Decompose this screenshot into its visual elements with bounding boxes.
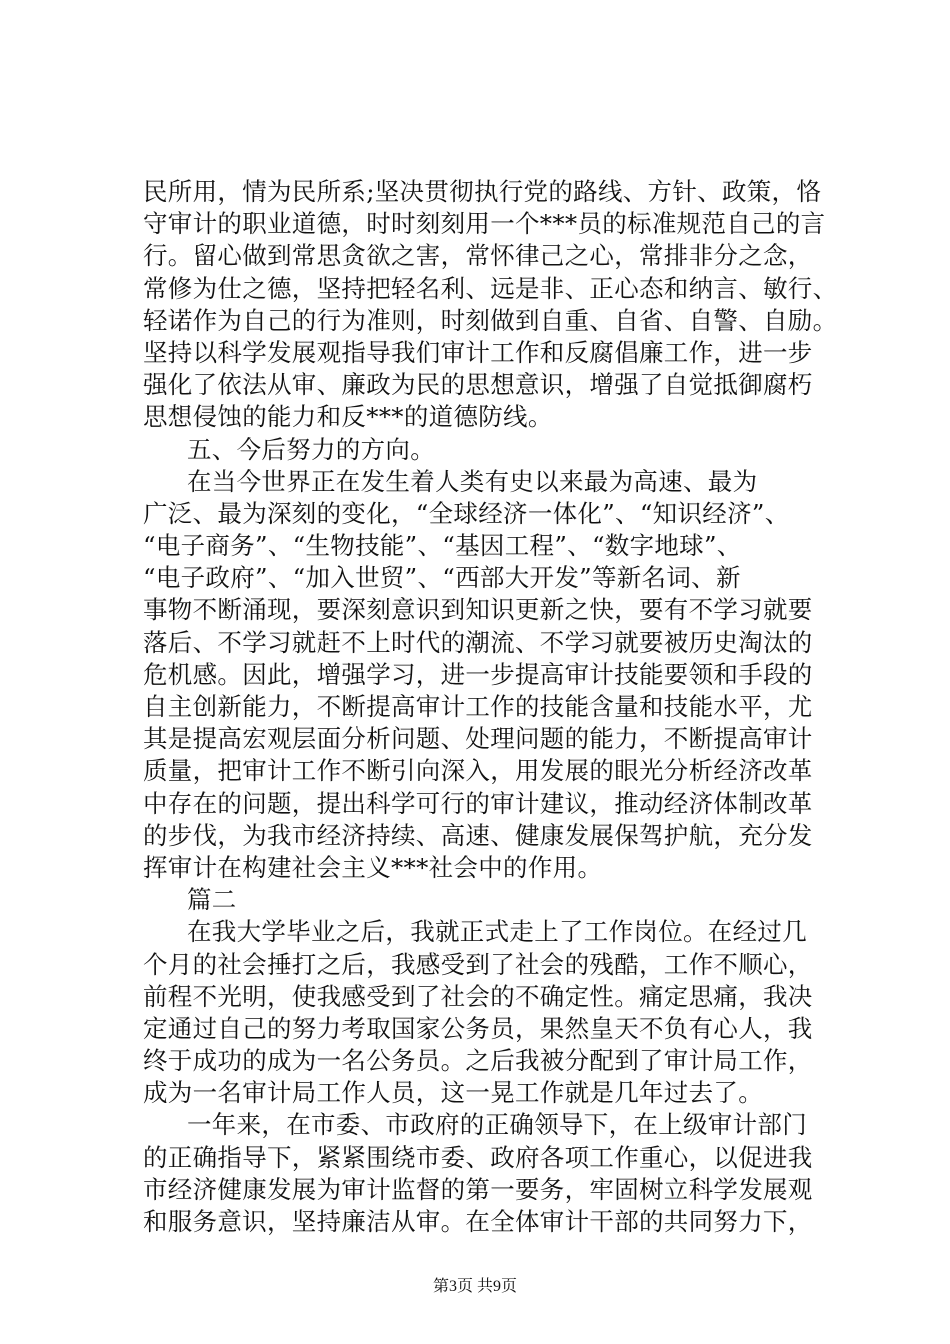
- text-line: 成为一名审计局工作人员，这一晃工作就是几年过去了。: [143, 1078, 763, 1108]
- text-line: 危机感。因此，增强学习，进一步提高审计技能要领和手段的: [143, 659, 813, 689]
- text-line: 定通过自己的努力考取国家公务员，果然皇天不负有心人，我: [143, 1013, 813, 1043]
- text-line: 的步伐，为我市经济持续、高速、健康发展保驾护航，充分发: [143, 820, 813, 850]
- text-line: 自主创新能力，不断提高审计工作的技能含量和技能水平，尤: [143, 692, 813, 721]
- text-line: 常修为仕之德，坚持把轻名利、远是非、正心态和纳言、敏行、: [143, 273, 838, 303]
- text-line: 在我大学毕业之后，我就正式走上了工作岗位。在经过几: [187, 917, 807, 947]
- text-line: 在当今世界正在发生着人类有史以来最为高速、最为: [187, 466, 758, 496]
- text-line: 五、今后努力的方向。: [187, 434, 435, 464]
- page-footer: 第3页 共9页: [432, 1278, 517, 1295]
- text-line: 前程不光明，使我感受到了社会的不确定性。痛定思痛，我决: [143, 981, 813, 1011]
- text-line: 质量，把审计工作不断引向深入，用发展的眼光分析经济改革: [143, 756, 813, 786]
- text-line: 轻诺作为自己的行为准则，时刻做到自重、自省、自警、自励。: [143, 305, 838, 335]
- text-line: 守审计的职业道德，时时刻刻用一个***员的标准规范自己的言: [143, 209, 826, 239]
- text-line: 事物不断涌现，要深刻意识到知识更新之快，要有不学习就要: [143, 595, 813, 625]
- text-line: 其是提高宏观层面分析问题、处理问题的能力，不断提高审计: [143, 724, 813, 754]
- text-line: 落后、不学习就赶不上时代的潮流、不学习就要被历史淘汰的: [143, 627, 813, 657]
- text-line: 个月的社会捶打之后，我感受到了社会的残酷，工作不顺心，: [143, 949, 813, 979]
- text-line: 民所用，情为民所系;坚决贯彻执行党的路线、方针、政策，恪: [143, 177, 822, 206]
- text-line: 坚持以科学发展观指导我们审计工作和反腐倡廉工作，进一步: [143, 337, 813, 367]
- text-line: 市经济健康发展为审计监督的第一要务，牢固树立科学发展观: [143, 1174, 813, 1204]
- text-line: 思想侵蚀的能力和反***的道德防线。: [143, 402, 553, 432]
- text-line: 强化了依法从审、廉政为民的思想意识，增强了自觉抵御腐朽: [143, 370, 813, 400]
- text-line: 挥审计在构建社会主义***社会中的作用。: [143, 852, 603, 882]
- text-line: 一年来，在市委、市政府的正确领导下，在上级审计部门: [187, 1110, 807, 1140]
- text-line: 和服务意识，坚持廉洁从审。在全体审计干部的共同努力下，: [143, 1207, 813, 1236]
- text-line: 广泛、最为深刻的变化，“全球经济一体化”、“知识经济”、: [143, 498, 790, 528]
- text-line: 行。留心做到常思贪欲之害，常怀律己之心，常排非分之念，: [143, 241, 813, 271]
- text-line: 篇二: [187, 885, 237, 915]
- text-line: “电子商务”、“生物技能”、“基因工程”、“数字地球”、: [143, 531, 742, 561]
- text-line: “电子政府”、“加入世贸”、“西部大开发”等新名词、新: [143, 563, 741, 593]
- text-line: 的正确指导下，紧紧围绕市委、政府各项工作重心，以促进我: [143, 1142, 813, 1172]
- document-body: [143, 176, 838, 1238]
- text-line: 中存在的问题，提出科学可行的审计建议，推动经济体制改革: [143, 788, 813, 818]
- text-line: 终于成功的成为一名公务员。之后我被分配到了审计局工作，: [143, 1046, 813, 1076]
